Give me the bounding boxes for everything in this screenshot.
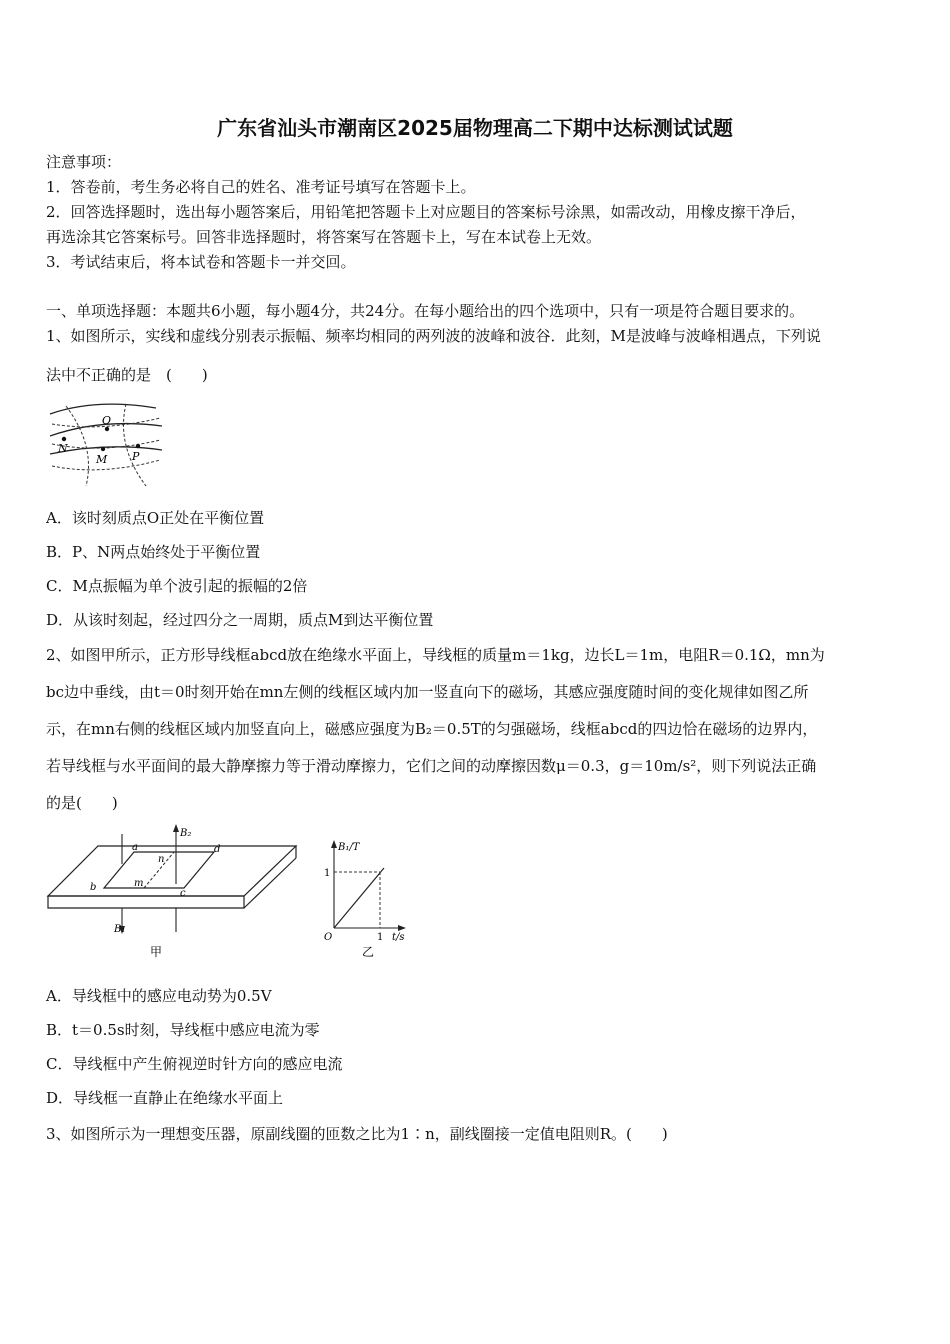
axis-ylabel: B₁/T (338, 842, 360, 853)
q1-stem-line: 法中不正确的是 ( ) (46, 366, 208, 384)
figure-yi (318, 838, 418, 962)
q2-option: D．导线框一直静止在绝缘水平面上 (46, 1089, 284, 1107)
q1-stem-line: 1、如图所示，实线和虚线分别表示振幅、频率均相同的两列波的波峰和波谷．此刻，M是波峰与波峰相遇点，下列说 (46, 327, 821, 345)
q2-stem-line: 的是( ) (46, 794, 118, 812)
q2-option: C．导线框中产生俯视逆时针方向的感应电流 (46, 1055, 343, 1073)
axis-xtick: 1 (377, 932, 384, 943)
label-o: O (102, 414, 112, 427)
q1-option: B．P、N两点始终处于平衡位置 (46, 543, 261, 561)
q3-stem: 3、如图所示为一理想变压器，原副线圈的匝数之比为1∶n，副线圈接一定值电阻则R。( ) (46, 1125, 668, 1143)
notice-heading: 注意事项： (46, 153, 122, 171)
figure-jia (46, 824, 298, 964)
axis-ytick: 1 (324, 868, 331, 879)
label-m: m (134, 878, 144, 889)
wave-interference-figure (46, 396, 166, 492)
q2-option: B．t＝0.5s时刻，导线框中感应电流为零 (46, 1021, 320, 1039)
q1-option: C．M点振幅为单个波引起的振幅的2倍 (46, 577, 308, 595)
section-heading: 一、单项选择题：本题共6小题，每小题4分，共24分。在每小题给出的四个选项中，只有一项是符合题目要求的。 (46, 302, 805, 320)
q2-stem-line: 示，在mn右侧的线框区域内加竖直向上，磁感应强度为B₂＝0.5T的匀强磁场，线框abcd的四边恰在磁场的边界内， (46, 720, 818, 738)
label-p: P (132, 450, 140, 463)
caption-yi: 乙 (362, 945, 375, 959)
q1-option: D．从该时刻起，经过四分之一周期，质点M到达平衡位置 (46, 611, 434, 629)
label-d: d (214, 844, 221, 855)
label-b2: B₂ (180, 828, 192, 839)
notice-item: 再选涂其它答案标号。回答非选择题时，将答案写在答题卡上，写在本试卷上无效。 (46, 228, 602, 246)
q2-stem-line: 2、如图甲所示，正方形导线框abcd放在绝缘水平面上，导线框的质量m＝1kg，边长L＝1m，电阻R＝0.1Ω，mn为 (46, 646, 825, 664)
axis-origin: O (324, 932, 333, 943)
label-a: a (132, 842, 138, 853)
q2-stem-line: bc边中垂线，由t＝0时刻开始在mn左侧的线框区域内加一竖直向下的磁场，其感应强度随时间的变化规律如图乙所 (46, 683, 809, 701)
notice-item: 3．考试结束后，将本试卷和答题卡一并交回。 (46, 253, 356, 271)
label-n: N (58, 442, 68, 455)
q2-option: A．导线框中的感应电动势为0.5V (46, 987, 272, 1005)
label-b: b (90, 882, 97, 893)
label-c: c (180, 888, 186, 899)
label-m: M (96, 453, 108, 466)
page-title: 广东省汕头市潮南区2025届物理高二下期中达标测试试题 (217, 116, 733, 140)
label-b1: B₁ (114, 924, 126, 935)
q1-option: A．该时刻质点O正处在平衡位置 (46, 509, 265, 527)
label-n: n (158, 854, 165, 865)
caption-jia: 甲 (150, 945, 163, 959)
notice-item: 1．答卷前，考生务必将自己的姓名、准考证号填写在答题卡上。 (46, 178, 476, 196)
notice-item: 2．回答选择题时，选出每小题答案后，用铅笔把答题卡上对应题目的答案标号涂黑，如需改动，用橡皮擦干净后， (46, 203, 806, 221)
q2-stem-line: 若导线框与水平面间的最大静摩擦力等于滑动摩擦力，它们之间的动摩擦因数μ＝0.3，g＝10m/s²，则下列说法正确 (46, 757, 817, 775)
axis-xlabel: t/s (392, 932, 405, 943)
